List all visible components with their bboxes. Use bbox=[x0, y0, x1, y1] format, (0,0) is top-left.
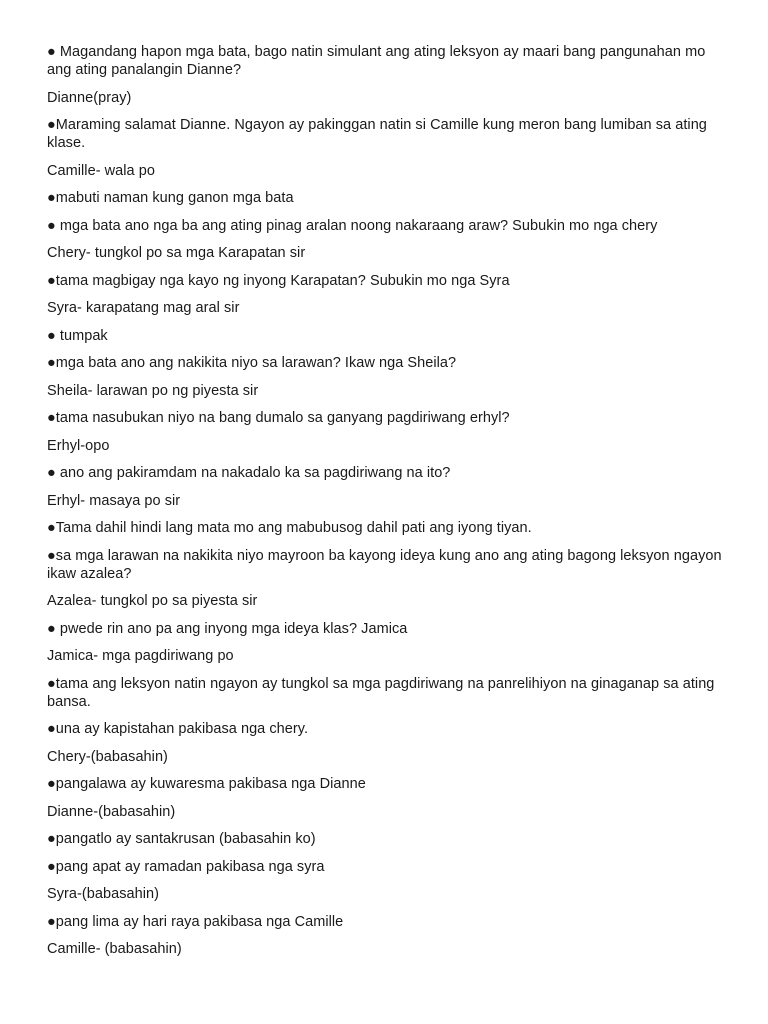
document-body bbox=[47, 43, 727, 968]
paragraph-line: ●pangalawa ay kuwaresma pakibasa nga Dianne bbox=[47, 776, 366, 792]
paragraph-line: Syra- karapatang mag aral sir bbox=[47, 300, 240, 316]
paragraph-line: ●pangatlo ay santakrusan (babasahin ko) bbox=[47, 831, 316, 847]
paragraph-line: Chery-(babasahin) bbox=[47, 748, 168, 765]
paragraph-line: Camille- wala po bbox=[47, 162, 155, 179]
paragraph-line: Erhyl- masaya po sir bbox=[47, 492, 181, 509]
paragraph-line: ●tama magbigay nga kayo ng inyong Karapatan? Subukin mo nga Syra bbox=[47, 272, 510, 289]
paragraph-line: ●pang apat ay ramadan pakibasa nga syra bbox=[47, 858, 325, 875]
paragraph-line: ● tumpak bbox=[47, 327, 108, 344]
paragraph-line: ● mga bata ano nga ba ang ating pinag aralan noong nakaraang araw? Subukin mo nga chery bbox=[47, 217, 658, 234]
paragraph-line: ● ano ang pakiramdam na nakadalo ka sa pagdiriwang na ito? bbox=[47, 465, 451, 481]
paragraph-line: Azalea- tungkol po sa piyesta sir bbox=[47, 593, 258, 609]
paragraph-line: ●Maraming salamat Dianne. Ngayon ay pakinggan natin si Camille kung meron bang lumiban sa ating klase. bbox=[47, 117, 707, 151]
paragraph-line: Chery- tungkol po sa mga Karapatan sir bbox=[47, 245, 306, 261]
paragraph-line: ●sa mga larawan na nakikita niyo mayroon ba kayong ideya kung ano ang ating bagong leksyon ngayon ikaw azalea? bbox=[47, 547, 722, 582]
paragraph-line: Syra-(babasahin) bbox=[47, 886, 160, 902]
paragraph-line: ● Magandang hapon mga bata, bago natin simulant ang ating leksyon ay maari bang pangunahan mo ang ating panalangin Dianne? bbox=[47, 44, 706, 78]
paragraph-line: ●mabuti naman kung ganon mga bata bbox=[47, 190, 294, 206]
paragraph-line: ●Tama dahil hindi lang mata mo ang mabubusog dahil pati ang iyong tiyan. bbox=[47, 520, 532, 536]
paragraph-line: Camille- (babasahin) bbox=[47, 941, 182, 957]
paragraph-line: ●tama nasubukan niyo na bang dumalo sa ganyang pagdiriwang erhyl? bbox=[47, 410, 510, 426]
paragraph-line: Dianne-(babasahin) bbox=[47, 803, 176, 820]
paragraph-line: ●una ay kapistahan pakibasa nga chery. bbox=[47, 721, 309, 737]
paragraph-line: Jamica- mga pagdiriwang po bbox=[47, 648, 234, 664]
paragraph-line: Erhyl-opo bbox=[47, 437, 110, 454]
paragraph-line: Dianne(pray) bbox=[47, 89, 132, 106]
paragraph-line: Sheila- larawan po ng piyesta sir bbox=[47, 382, 259, 399]
paragraph-line: ●tama ang leksyon natin ngayon ay tungkol sa mga pagdiriwang na panrelihiyon na ginaganap sa ating bansa. bbox=[47, 675, 715, 710]
paragraph-line: ● pwede rin ano pa ang inyong mga ideya klas? Jamica bbox=[47, 620, 408, 637]
paragraph-line: ●mga bata ano ang nakikita niyo sa larawan? Ikaw nga Sheila? bbox=[47, 355, 457, 371]
paragraph-line: ●pang lima ay hari raya pakibasa nga Camille bbox=[47, 913, 344, 930]
